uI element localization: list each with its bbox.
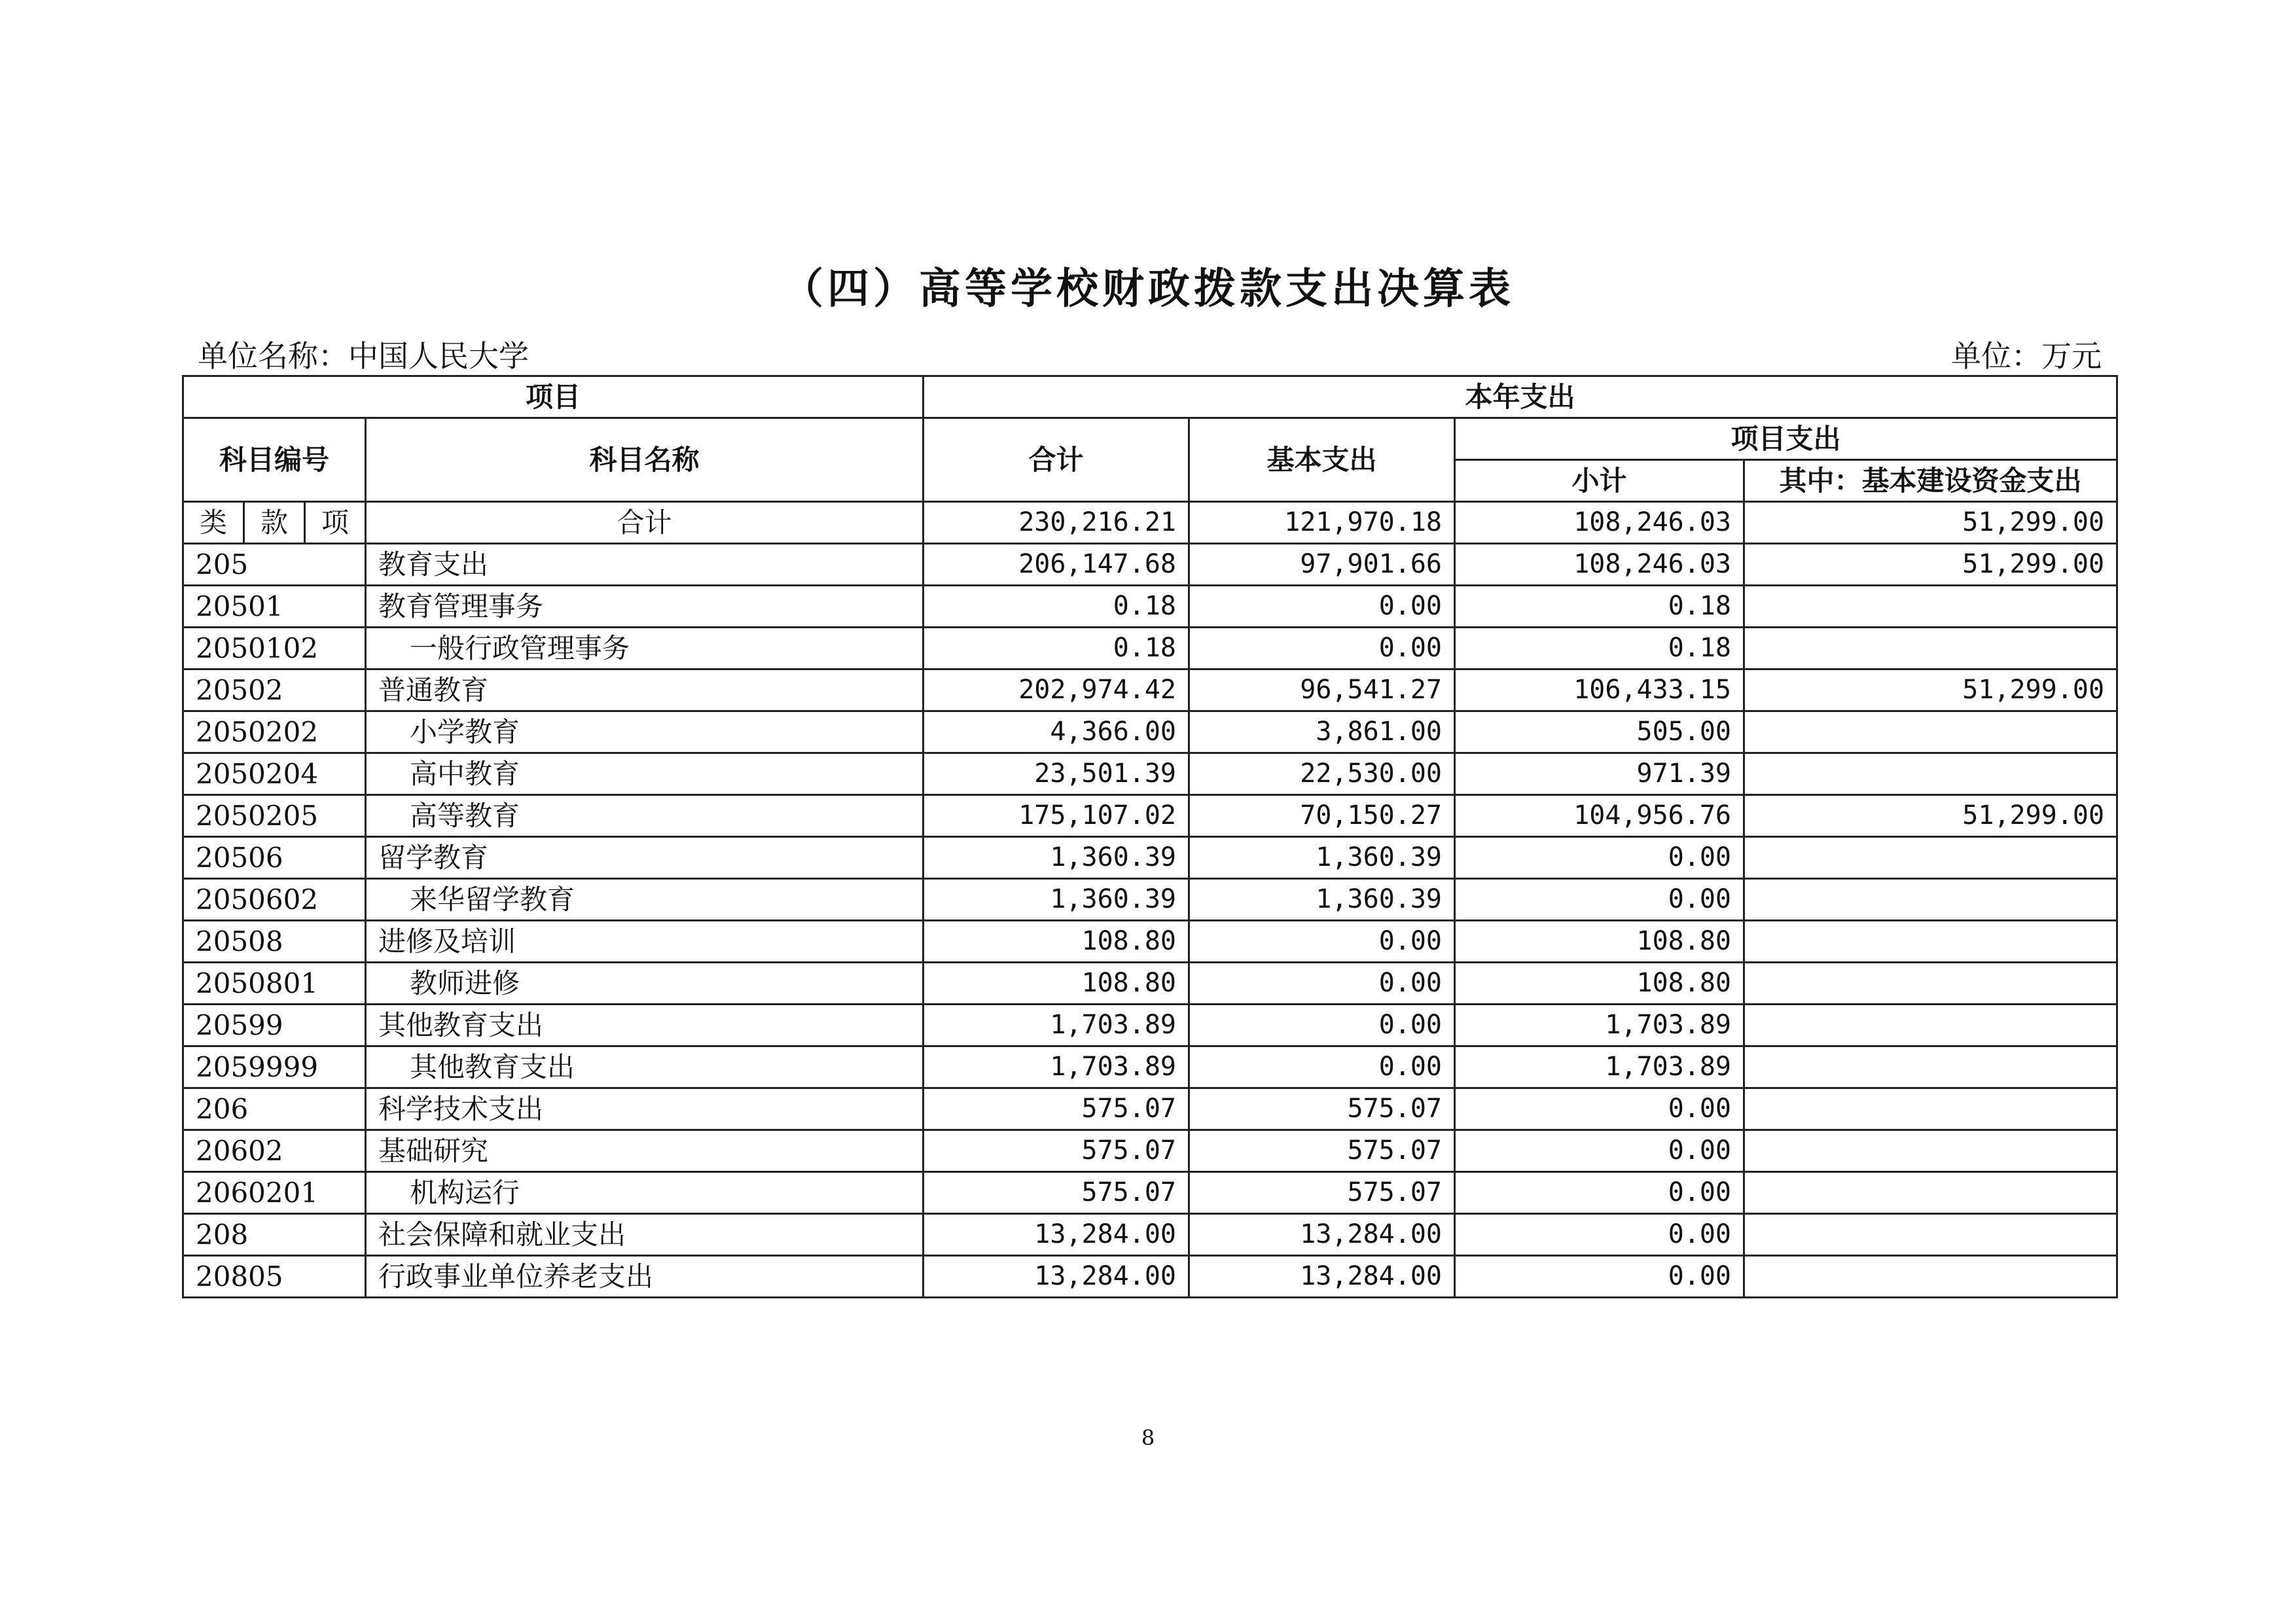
- row-capital: [1744, 1088, 2117, 1130]
- header-project: 项目支出: [1455, 418, 2117, 460]
- row-capital: 51,299.00: [1744, 669, 2117, 711]
- row-capital: [1744, 1130, 2117, 1172]
- table-row: [183, 1046, 2117, 1088]
- header-lei: 类: [183, 502, 244, 544]
- row-name: 行政事业单位养老支出: [366, 1256, 924, 1298]
- row-code: 20508: [183, 921, 366, 963]
- row-capital: [1744, 1214, 2117, 1256]
- row-subtotal: 1,703.89: [1455, 1046, 1744, 1088]
- table-row: [183, 753, 2117, 795]
- row-basic: 575.07: [1189, 1088, 1455, 1130]
- row-total: 108.80: [924, 921, 1189, 963]
- page-number: 8: [1141, 1425, 1155, 1450]
- header-current-year-expenditure: 本年支出: [924, 376, 2117, 418]
- row-name: 教育管理事务: [366, 586, 924, 628]
- row-code: 2059999: [183, 1046, 366, 1088]
- row-capital: [1744, 837, 2117, 879]
- row-name: 其他教育支出: [366, 1046, 924, 1088]
- row-name: 进修及培训: [366, 921, 924, 963]
- row-capital: [1744, 1172, 2117, 1214]
- row-subtotal: 0.00: [1455, 1088, 1744, 1130]
- row-code: 20602: [183, 1130, 366, 1172]
- row-name: 社会保障和就业支出: [366, 1214, 924, 1256]
- row-total: 575.07: [924, 1130, 1189, 1172]
- row-subtotal: 0.18: [1455, 586, 1744, 628]
- row-code: 20805: [183, 1256, 366, 1298]
- row-basic: 3,861.00: [1189, 711, 1455, 753]
- row-name: 高中教育: [366, 753, 924, 795]
- row-subtotal: 0.00: [1455, 1214, 1744, 1256]
- row-basic: 0.00: [1189, 963, 1455, 1005]
- row-code: 2050204: [183, 753, 366, 795]
- row-total: 13,284.00: [924, 1256, 1189, 1298]
- row-code: 20502: [183, 669, 366, 711]
- row-total: 575.07: [924, 1088, 1189, 1130]
- row-subtotal: 104,956.76: [1455, 795, 1744, 837]
- row-name: 来华留学教育: [366, 879, 924, 921]
- row-basic: 0.00: [1189, 1005, 1455, 1046]
- row-code: 2050801: [183, 963, 366, 1005]
- row-name: 教育支出: [366, 544, 924, 586]
- total-row-capital: 51,299.00: [1744, 502, 2117, 544]
- row-subtotal: 108.80: [1455, 963, 1744, 1005]
- table-row: [183, 669, 2117, 711]
- row-total: 23,501.39: [924, 753, 1189, 795]
- row-subtotal: 971.39: [1455, 753, 1744, 795]
- table-row: [183, 586, 2117, 628]
- row-code: 2050102: [183, 628, 366, 669]
- row-basic: 0.00: [1189, 921, 1455, 963]
- row-capital: 51,299.00: [1744, 795, 2117, 837]
- row-basic: 13,284.00: [1189, 1214, 1455, 1256]
- header-item: 项目: [183, 376, 924, 418]
- row-total: 0.18: [924, 628, 1189, 669]
- row-name: 高等教育: [366, 795, 924, 837]
- row-subtotal: 0.00: [1455, 837, 1744, 879]
- row-total: 13,284.00: [924, 1214, 1189, 1256]
- total-row-basic: 121,970.18: [1189, 502, 1455, 544]
- row-subtotal: 0.00: [1455, 1172, 1744, 1214]
- row-basic: 575.07: [1189, 1172, 1455, 1214]
- row-name: 科学技术支出: [366, 1088, 924, 1130]
- total-row-total: 230,216.21: [924, 502, 1189, 544]
- table-row: [183, 921, 2117, 963]
- table-row: [183, 544, 2117, 586]
- row-name: 留学教育: [366, 837, 924, 879]
- table-row: [183, 963, 2117, 1005]
- header-name: 科目名称: [366, 418, 924, 502]
- row-subtotal: 0.00: [1455, 879, 1744, 921]
- row-name: 小学教育: [366, 711, 924, 753]
- table-row: [183, 1005, 2117, 1046]
- table-row: [183, 1130, 2117, 1172]
- table-row: [183, 879, 2117, 921]
- row-capital: [1744, 1256, 2117, 1298]
- table-header: [183, 376, 2117, 502]
- row-capital: 51,299.00: [1744, 544, 2117, 586]
- currency-unit-label: 单位：万元: [1951, 338, 2102, 374]
- header-kuan: 款: [244, 502, 305, 544]
- unit-name-label: 单位名称：中国人民大学: [198, 338, 529, 374]
- row-capital: [1744, 963, 2117, 1005]
- row-code: 20506: [183, 837, 366, 879]
- row-capital: [1744, 1046, 2117, 1088]
- row-code: 2050202: [183, 711, 366, 753]
- table-body: [183, 502, 2117, 1298]
- row-code: 20501: [183, 586, 366, 628]
- row-subtotal: 108.80: [1455, 921, 1744, 963]
- table-row: [183, 711, 2117, 753]
- row-name: 普通教育: [366, 669, 924, 711]
- row-code: 206: [183, 1088, 366, 1130]
- row-basic: 1,360.39: [1189, 879, 1455, 921]
- row-capital: [1744, 711, 2117, 753]
- row-basic: 0.00: [1189, 1046, 1455, 1088]
- table-row: [183, 628, 2117, 669]
- row-total: 1,703.89: [924, 1005, 1189, 1046]
- row-total: 4,366.00: [924, 711, 1189, 753]
- table-row: [183, 837, 2117, 879]
- row-code: 2050205: [183, 795, 366, 837]
- row-total: 1,703.89: [924, 1046, 1189, 1088]
- row-subtotal: 108,246.03: [1455, 544, 1744, 586]
- row-code: 2060201: [183, 1172, 366, 1214]
- row-total: 175,107.02: [924, 795, 1189, 837]
- table-row: [183, 1214, 2117, 1256]
- row-subtotal: 1,703.89: [1455, 1005, 1744, 1046]
- row-basic: 0.00: [1189, 628, 1455, 669]
- header-code: 科目编号: [183, 418, 366, 502]
- row-total: 1,360.39: [924, 837, 1189, 879]
- header-row-2: [183, 418, 2117, 460]
- row-name: 教师进修: [366, 963, 924, 1005]
- row-capital: [1744, 586, 2117, 628]
- row-subtotal: 505.00: [1455, 711, 1744, 753]
- row-basic: 1,360.39: [1189, 837, 1455, 879]
- table-row: [183, 795, 2117, 837]
- row-name: 机构运行: [366, 1172, 924, 1214]
- header-row-1: [183, 376, 2117, 418]
- total-row: [183, 502, 2117, 544]
- header-capital: 其中：基本建设资金支出: [1744, 460, 2117, 502]
- header-subtotal: 小计: [1455, 460, 1744, 502]
- row-basic: 22,530.00: [1189, 753, 1455, 795]
- row-capital: [1744, 921, 2117, 963]
- header-total: 合计: [924, 418, 1189, 502]
- total-row-subtotal: 108,246.03: [1455, 502, 1744, 544]
- row-total: 108.80: [924, 963, 1189, 1005]
- row-total: 1,360.39: [924, 879, 1189, 921]
- row-capital: [1744, 1005, 2117, 1046]
- row-basic: 0.00: [1189, 586, 1455, 628]
- table-row: [183, 1088, 2117, 1130]
- row-name: 其他教育支出: [366, 1005, 924, 1046]
- row-basic: 575.07: [1189, 1130, 1455, 1172]
- table-row: [183, 1256, 2117, 1298]
- header-basic: 基本支出: [1189, 418, 1455, 502]
- page-title: （四）高等学校财政拨款支出决算表: [781, 265, 1515, 313]
- row-capital: [1744, 753, 2117, 795]
- header-xiang: 项: [305, 502, 366, 544]
- row-total: 202,974.42: [924, 669, 1189, 711]
- row-subtotal: 0.00: [1455, 1256, 1744, 1298]
- row-subtotal: 106,433.15: [1455, 669, 1744, 711]
- total-row-name: 合计: [366, 502, 924, 544]
- row-code: 205: [183, 544, 366, 586]
- expenditure-table: [182, 375, 2118, 1298]
- row-basic: 97,901.66: [1189, 544, 1455, 586]
- row-name: 一般行政管理事务: [366, 628, 924, 669]
- row-total: 206,147.68: [924, 544, 1189, 586]
- row-basic: 13,284.00: [1189, 1256, 1455, 1298]
- row-capital: [1744, 879, 2117, 921]
- row-code: 208: [183, 1214, 366, 1256]
- row-subtotal: 0.18: [1455, 628, 1744, 669]
- table-row: [183, 1172, 2117, 1214]
- row-code: 20599: [183, 1005, 366, 1046]
- row-code: 2050602: [183, 879, 366, 921]
- row-subtotal: 0.00: [1455, 1130, 1744, 1172]
- row-name: 基础研究: [366, 1130, 924, 1172]
- row-capital: [1744, 628, 2117, 669]
- row-basic: 96,541.27: [1189, 669, 1455, 711]
- row-total: 575.07: [924, 1172, 1189, 1214]
- row-basic: 70,150.27: [1189, 795, 1455, 837]
- row-total: 0.18: [924, 586, 1189, 628]
